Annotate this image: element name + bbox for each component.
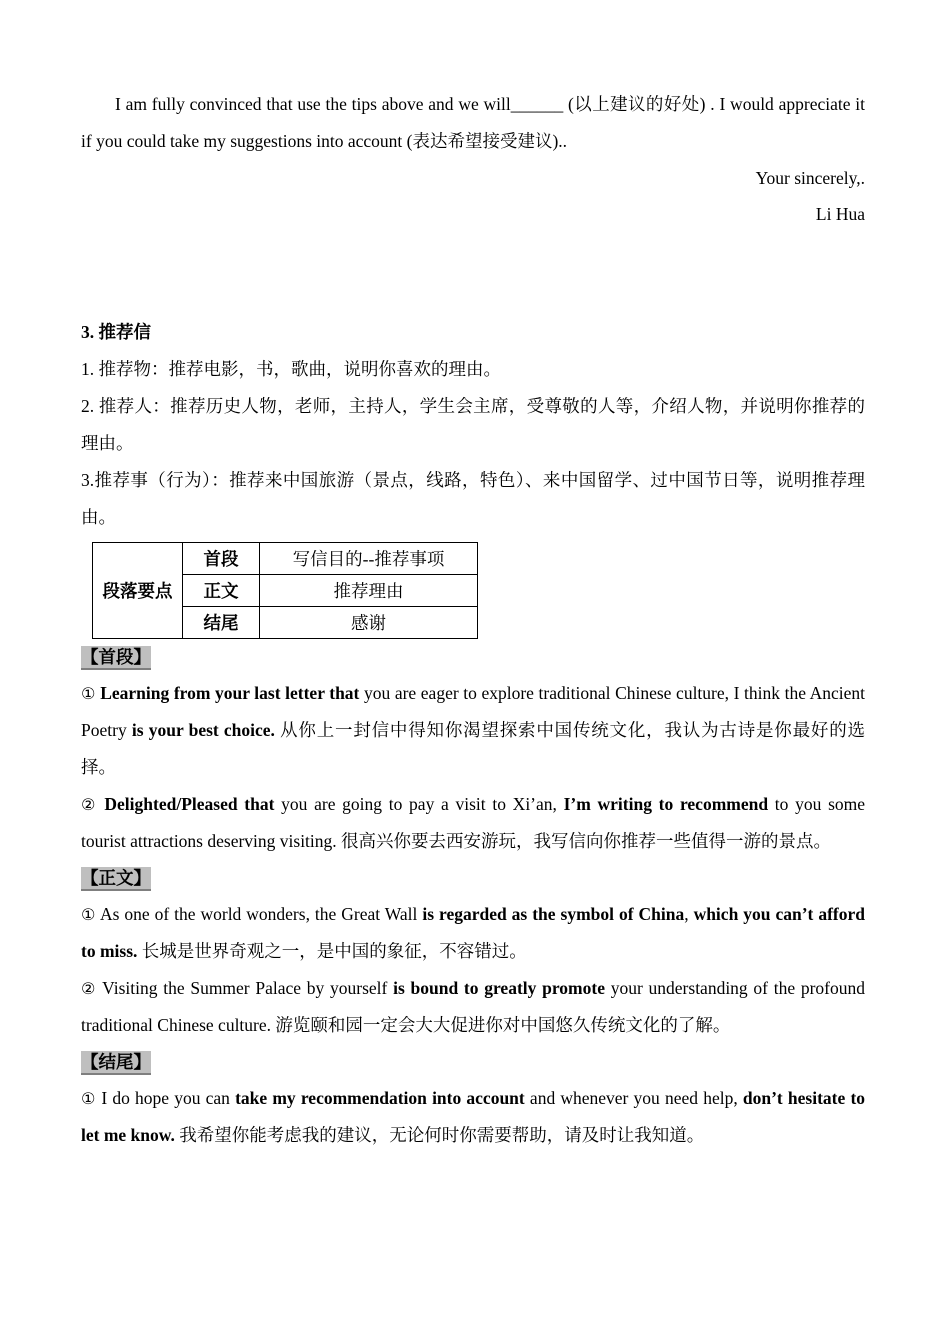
bold-phrase: Delighted/Pleased that [104, 794, 275, 814]
body-sentence-1 [81, 896, 865, 970]
table-desc-cell: 感谢 [260, 607, 478, 639]
plain-text: , [684, 904, 694, 924]
opening-tag: 【首段】 [81, 646, 151, 670]
document-page [81, 86, 865, 1154]
table-header-cell [93, 543, 183, 639]
bold-phrase: which you can’t afford to miss. [81, 904, 865, 961]
section-3-item-3: 3.推荐事（行为）：推荐来中国旅游（景点，线路，特色）、来中国留学、过中国节日等，说明推荐理由。 [81, 470, 865, 527]
bold-phrase: is bound to greatly promote [393, 978, 605, 998]
table-row [93, 543, 478, 575]
bold-phrase: is regarded as the symbol of China [422, 904, 685, 924]
number-marker: ① [81, 684, 96, 703]
table-desc-cell: 写信目的--推荐事项 [260, 543, 478, 575]
number-marker: ② [81, 795, 98, 814]
bold-phrase: I’m writing to recommend [563, 794, 769, 814]
bold-phrase: don’t hesitate to let me know. [81, 1088, 866, 1145]
number-marker: ① [81, 905, 96, 924]
body-tag: 【正文】 [81, 867, 151, 891]
table-header-text: 段落要点 [102, 580, 173, 601]
section-spacer [81, 232, 865, 314]
plain-text: your understanding of the profound traditional Chinese culture. 游览颐和园一定会大大促进你对中国悠久传统文化的了解。 [81, 978, 865, 1035]
opening-sentence-1 [81, 675, 865, 786]
opening-sentence-2 [81, 786, 865, 860]
plain-text: you are going to pay a visit to Xi’an, [274, 794, 564, 814]
number-marker: ① [81, 1089, 97, 1108]
section-3-title: 3. 推荐信 [81, 322, 151, 342]
plain-text: 长城是世界奇观之一，是中国的象征，不容错过。 [137, 941, 527, 961]
table-section-cell: 正文 [183, 575, 260, 607]
bold-phrase: Learning from your last letter that [100, 683, 360, 703]
plain-text: As one of the world wonders, the Great Wall [95, 904, 423, 924]
bold-phrase: take my recommendation into account [235, 1088, 525, 1108]
ending-tag-row [81, 1044, 865, 1080]
bold-phrase: is your best choice. [131, 720, 275, 740]
section-3-item-1: 1. 推荐物：推荐电影，书，歌曲，说明你喜欢的理由。 [81, 359, 501, 379]
plain-text: and whenever you need help, [524, 1088, 743, 1108]
plain-text: 从你上一封信中得知你渴望探索中国传统文化，我认为古诗是你最好的选择。 [81, 720, 865, 777]
plain-text: you are eager to explore traditional Chinese culture, I think the Ancient Poetry [81, 683, 866, 740]
plain-text: I do hope you can [96, 1088, 236, 1108]
letter-closing-phrase: Your sincerely,. [755, 168, 865, 188]
plain-text: Visiting the Summer Palace by yourself [96, 978, 394, 998]
summary-table [92, 542, 478, 639]
ending-tag: 【结尾】 [81, 1051, 151, 1075]
letter-closing-paragraph: I am fully convinced that use the tips above and we will______ (以上建议的好处) . I would appreciate it if you could take my suggestions into account (表达希望接受建议).. [81, 94, 865, 151]
body-sentence-2 [81, 970, 865, 1044]
ending-sentence-1 [81, 1080, 865, 1154]
section-3-item-2: 2. 推荐人：推荐历史人物，老师，主持人，学生会主席，受尊敬的人等，介绍人物，并说明你推荐的理由。 [81, 396, 865, 453]
plain-text: 我希望你能考虑我的建议，无论何时你需要帮助，请及时让我知道。 [174, 1125, 705, 1145]
table-desc-cell: 推荐理由 [260, 575, 478, 607]
summary-table-wrapper [92, 542, 865, 639]
opening-tag-row [81, 639, 865, 675]
table-section-cell: 首段 [183, 543, 260, 575]
body-tag-row [81, 860, 865, 896]
number-marker: ② [81, 979, 97, 998]
plain-text: to you some tourist attractions deserving visiting. 很高兴你要去西安游玩，我写信向你推荐一些值得一游的景点。 [81, 794, 866, 851]
table-section-cell: 结尾 [183, 607, 260, 639]
letter-signature: Li Hua [815, 204, 865, 224]
